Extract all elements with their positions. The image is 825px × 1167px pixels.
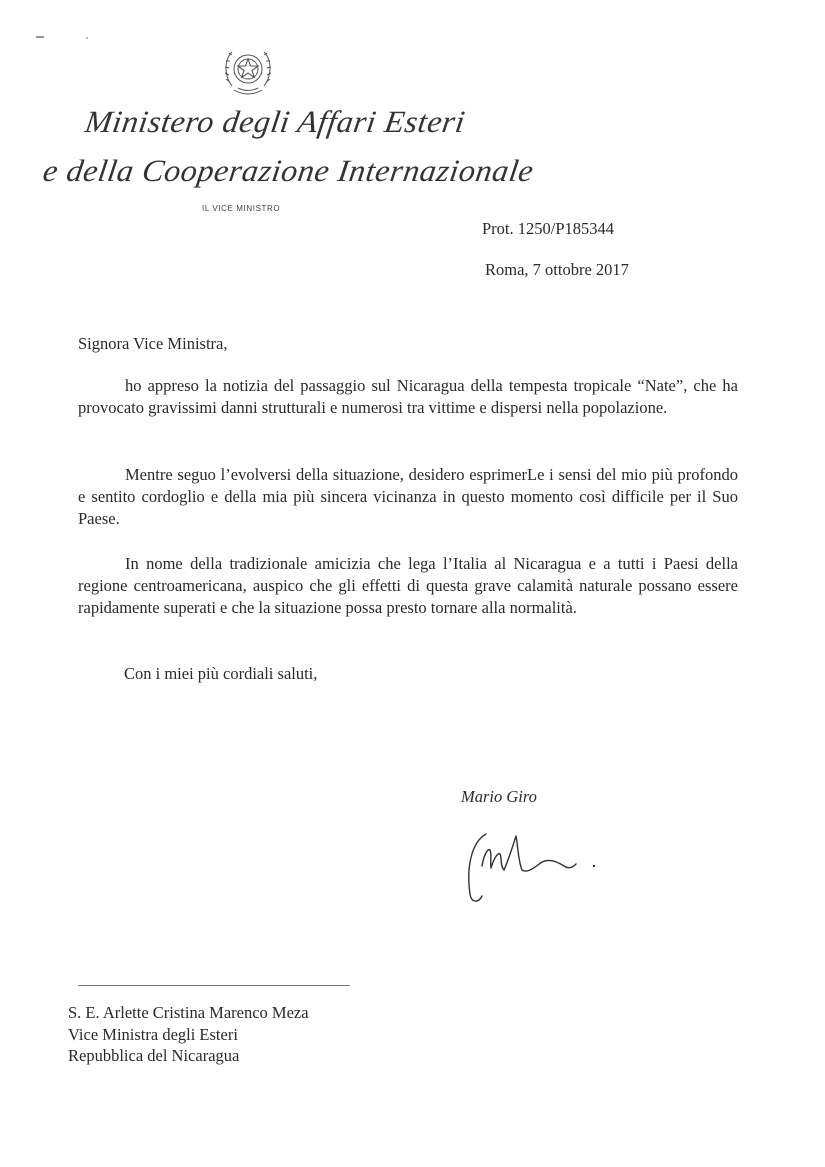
ministry-name-line-2: e della Cooperazione Internazionale xyxy=(40,153,537,188)
letter-paragraph-2: Mentre seguo l’evolversi della situazione, desidero esprimerLe i sensi del mio più profondo e sentito cordoglio e della mia più sincera vicinanza in questo momento così difficile per il Suo Paese. xyxy=(78,465,738,528)
ministry-name-line-1: Ministero degli Affari Esteri xyxy=(82,104,468,139)
scan-specks xyxy=(36,34,96,40)
protocol-number: Prot. 1250/P185344 xyxy=(482,219,615,238)
italian-republic-emblem-icon xyxy=(222,42,274,100)
letter-paragraph-1: ho appreso la notizia del passaggio sul Nicaragua della tempesta tropicale “Nate”, che ha provocato gravissimi danni strutturali e numerosi tra vittime e dispersi nella popolazione. xyxy=(78,376,738,417)
salutation: Signora Vice Ministra, xyxy=(78,334,228,353)
handwritten-signature-icon xyxy=(458,826,608,906)
office-title: IL VICE MINISTRO xyxy=(202,204,281,213)
letter-paragraph-3: In nome della tradizionale amicizia che lega l’Italia al Nicaragua e a tutti i Paesi della regione centroamericana, auspico che gli effetti di questa grave calamità naturale possano essere rapidamente superati e che la situazione possa presto tornare alla normalità. xyxy=(78,554,738,617)
closing-line: Con i miei più cordiali saluti, xyxy=(124,664,318,683)
place-and-date: Roma, 7 ottobre 2017 xyxy=(485,260,629,279)
signer-name: Mario Giro xyxy=(461,787,537,806)
recipient-title: Vice Ministra degli Esteri xyxy=(68,1025,238,1044)
recipient-name: S. E. Arlette Cristina Marenco Meza xyxy=(68,1003,309,1022)
recipient-divider xyxy=(78,985,350,986)
recipient-country: Repubblica del Nicaragua xyxy=(68,1046,240,1065)
